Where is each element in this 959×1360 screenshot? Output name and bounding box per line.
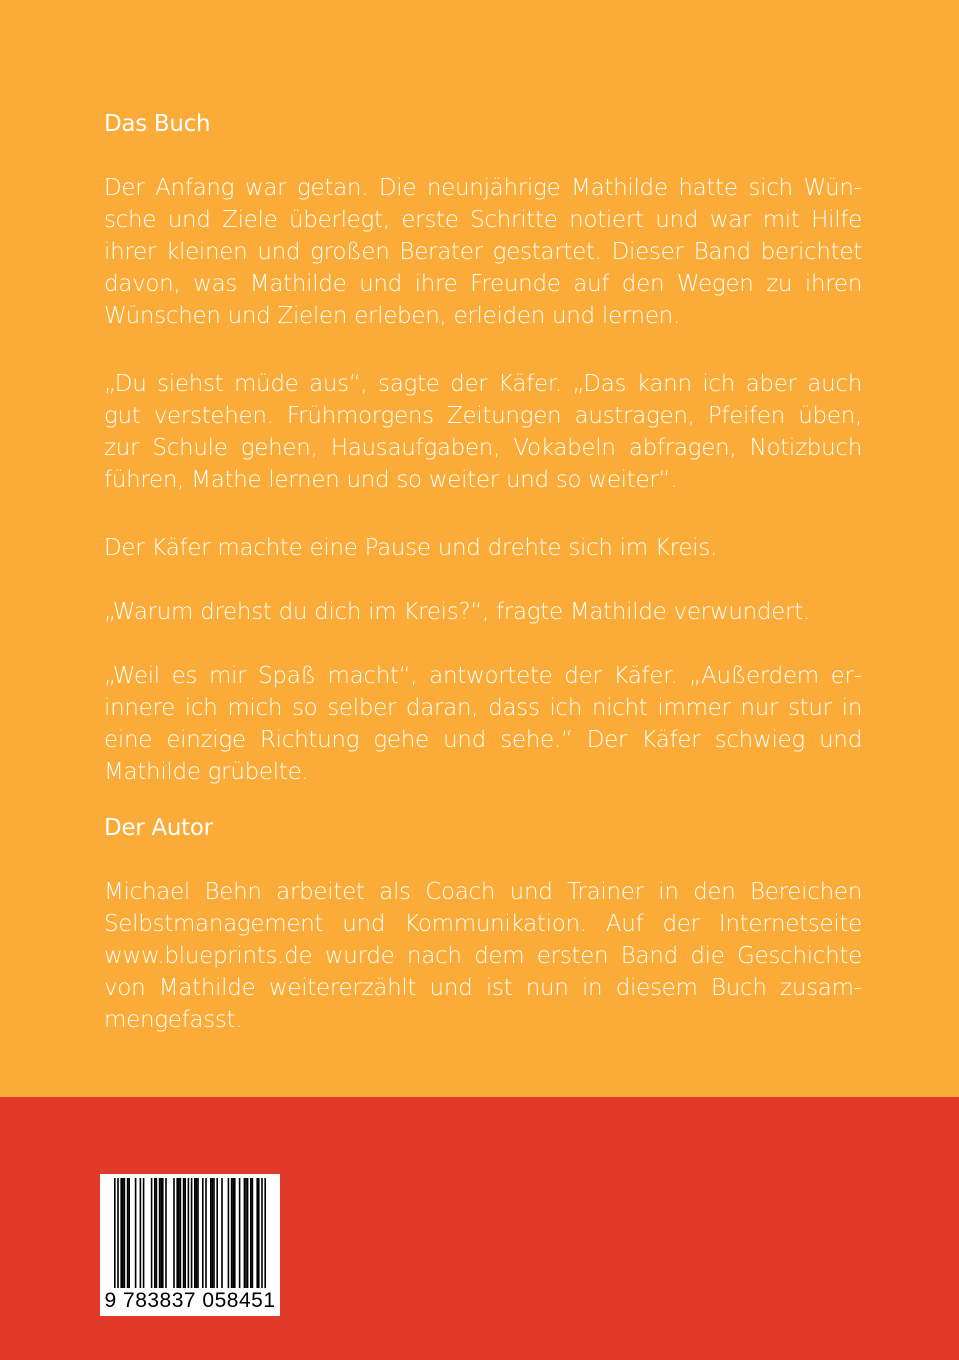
barcode-bar (184, 1178, 186, 1288)
barcode-bar (183, 1178, 185, 1288)
isbn-barcode (100, 1174, 280, 1316)
barcode-bar (213, 1178, 215, 1288)
barcode-bar (143, 1178, 145, 1288)
barcode-bar (156, 1178, 158, 1288)
barcode-bar (191, 1178, 193, 1288)
book-paragraph-5: „Weil es mir Spaß macht“, antwortete der Käfer. „Außerdem erinnere ich mich so selber daran, dass ich nicht immer nur stur in eine einzige Richtung gehe und sehe.“ Der Käfer schwieg und Mathilde grübelte. (104, 663, 862, 785)
barcode-bar (244, 1178, 246, 1288)
barcode-bar (221, 1178, 223, 1288)
barcode-bar (178, 1178, 180, 1288)
barcode-bar (114, 1178, 116, 1288)
barcode-bar (232, 1178, 234, 1288)
barcode-bar (234, 1178, 236, 1288)
barcode-bar (128, 1178, 130, 1288)
barcode-bar (250, 1178, 252, 1288)
barcode-bar (252, 1178, 254, 1288)
barcode-bar (205, 1178, 207, 1288)
author-paragraph: Michael Behn arbeitet als Coach und Trainer in den Bereichen Selbstmanagement und Kommunikation. Auf der Internetseite www.blueprints.de wurde nach dem ersten Band die Geschichte von Mathilde weitererzählt und ist nun in diesem Buch zusammengefasst. (104, 879, 862, 1033)
barcode-bar (212, 1178, 214, 1288)
barcode-bar (247, 1178, 249, 1288)
barcode-bar (160, 1178, 162, 1288)
barcode-bar (159, 1178, 161, 1288)
barcode-bar (151, 1178, 153, 1288)
barcode-bar (176, 1178, 178, 1288)
barcode-bar (120, 1178, 122, 1288)
barcode-bar (231, 1178, 233, 1288)
barcode-bar (117, 1178, 119, 1288)
barcode-bar (173, 1178, 175, 1288)
barcode-bar (196, 1178, 198, 1288)
barcode-bar (210, 1178, 212, 1288)
book-paragraph-4: „Warum drehst du dich im Kreis?“, fragte Mathilde verwundert. (104, 599, 810, 625)
barcode-bar (202, 1178, 204, 1288)
barcode-bar (264, 1178, 266, 1288)
barcode-digits: 9 783837 058451 (104, 1289, 276, 1312)
barcode-bar (135, 1178, 137, 1288)
barcode-bar (256, 1178, 258, 1288)
barcode-bar (228, 1178, 230, 1288)
author-heading: Der Autor (104, 815, 213, 841)
barcode-bar (216, 1178, 218, 1288)
barcode-bar (140, 1178, 142, 1288)
barcode-bar (122, 1178, 124, 1288)
barcode-bar (261, 1178, 263, 1288)
barcode-bar (162, 1178, 164, 1288)
barcode-bar (197, 1178, 199, 1288)
barcode-bar (124, 1178, 126, 1288)
book-paragraph-1: Der Anfang war getan. Die neunjährige Mathilde hatte sich Wünsche und Ziele überlegt, erste Schritte notiert und war mit Hilfe ihrer kleinen und großen Berater gestartet. Dieser Band berichtet davon, was Mathilde und ihre Freunde auf den Wegen zu ihren Wünschen und Zielen erleben, erleiden und lernen. (104, 175, 862, 329)
barcode-bar (154, 1178, 156, 1288)
barcode-bar (165, 1178, 167, 1288)
barcode-bar (194, 1178, 196, 1288)
barcode-bar (239, 1178, 241, 1288)
barcode-bar (245, 1178, 247, 1288)
barcode-bar (258, 1178, 260, 1288)
barcode-bar (127, 1178, 129, 1288)
book-paragraph-2: „Du siehst müde aus“, sagte der Käfer. „Das kann ich aber auch gut verstehen. Frühmorgens Zeitungen austragen, Pfeifen üben, zur Schule gehen, Hausaufgaben, Vokabeln abfragen, Notizbuch führen, Mathe lernen und so weiter und so weiter“. (104, 371, 862, 493)
book-heading: Das Buch (104, 111, 211, 137)
barcode-bar (180, 1178, 182, 1288)
book-paragraph-3: Der Käfer machte eine Pause und drehte sich im Kreis. (104, 535, 717, 561)
barcode-bar (188, 1178, 190, 1288)
barcode-bars (100, 1174, 280, 1290)
